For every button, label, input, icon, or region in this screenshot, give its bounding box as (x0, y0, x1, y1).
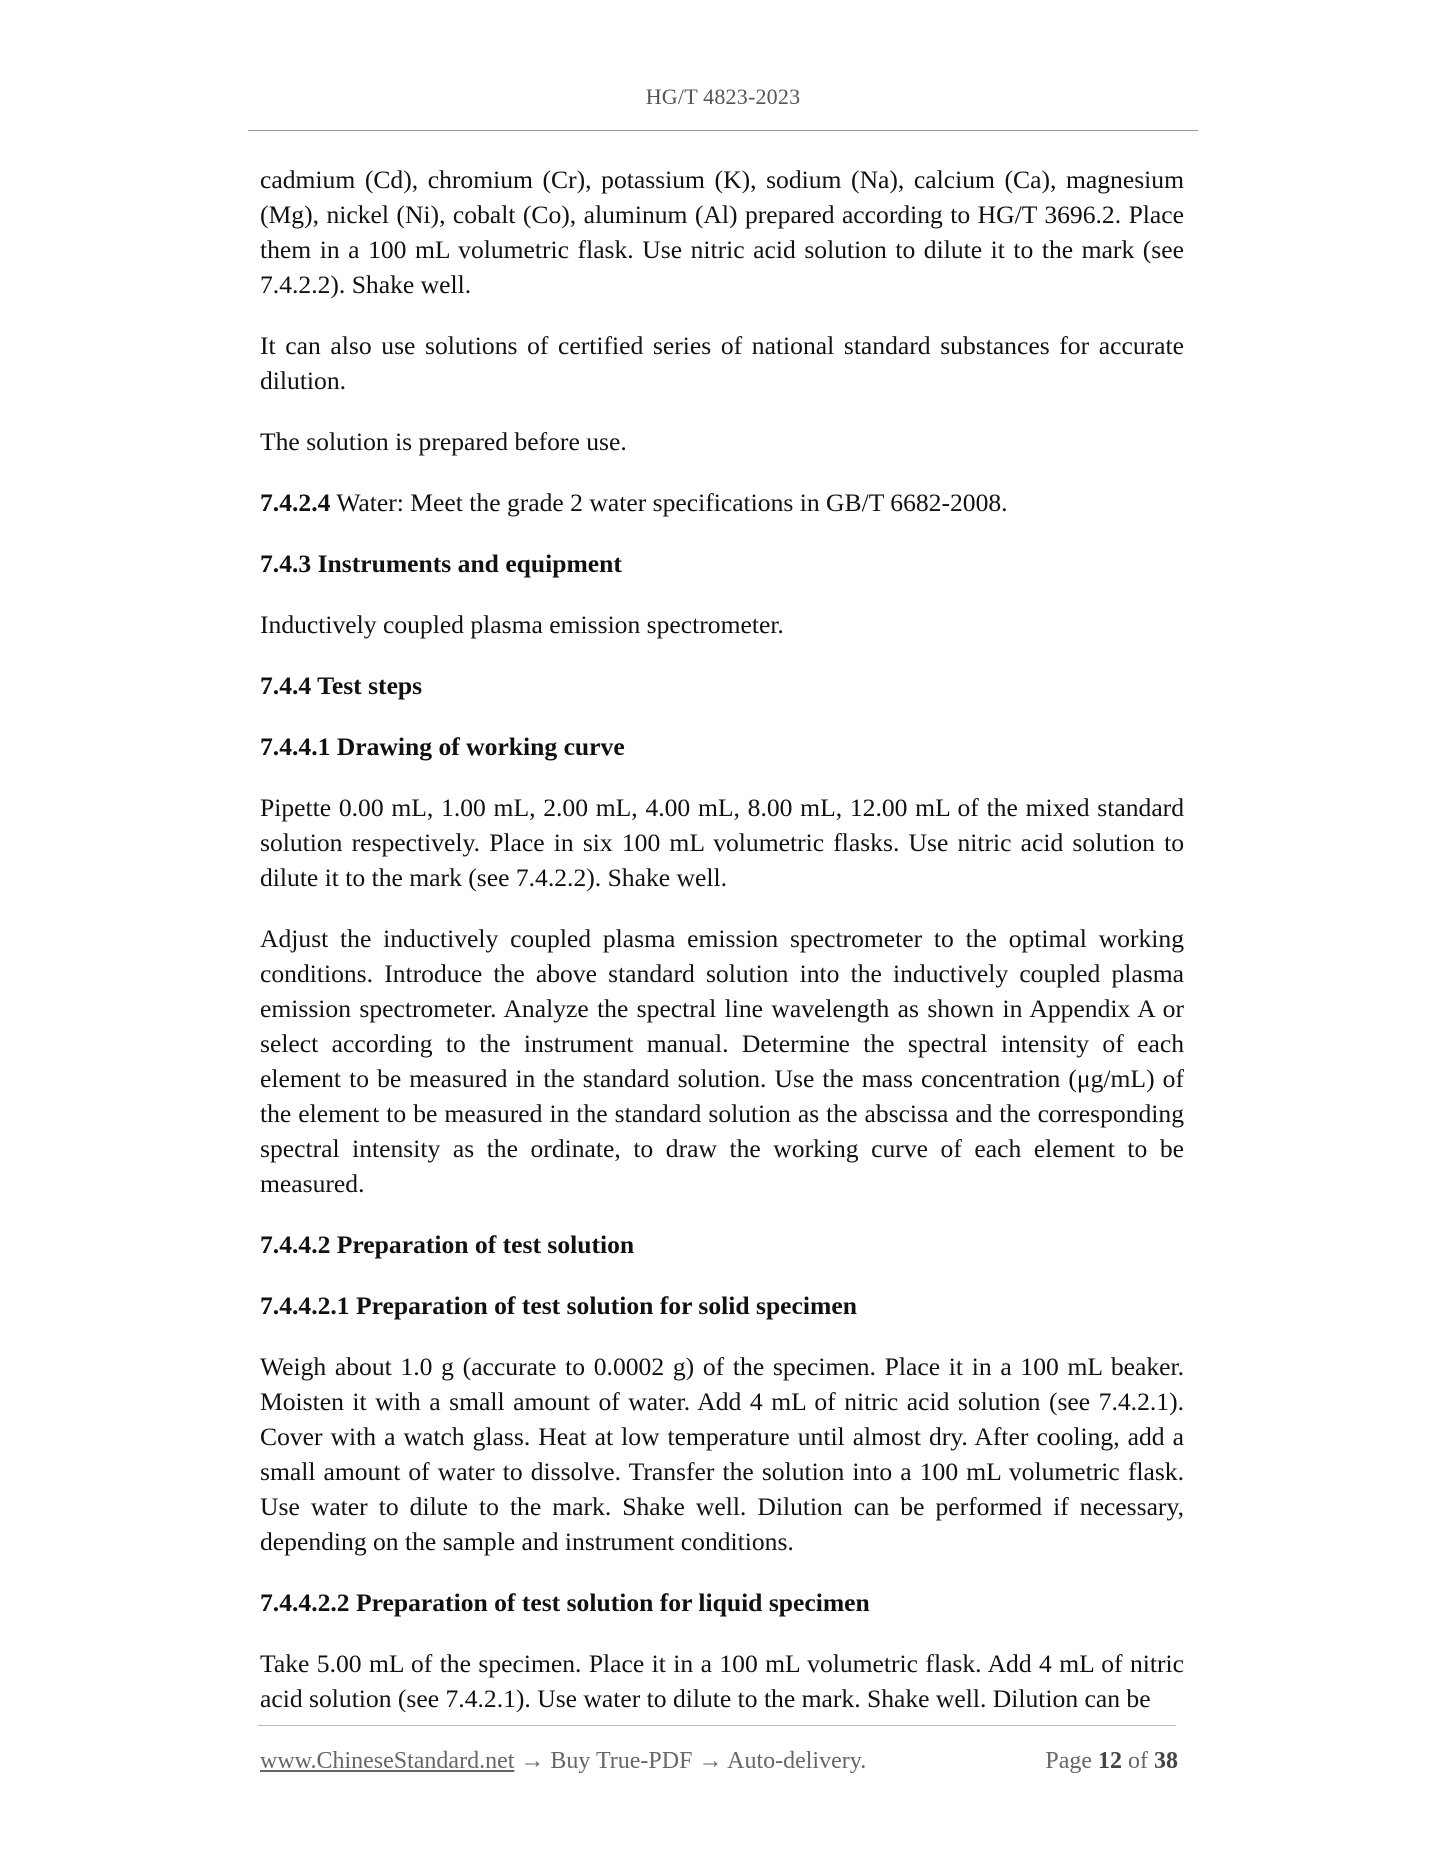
paragraph-spectrometer: Inductively coupled plasma emission spectrometer. (260, 610, 784, 639)
heading-instruments: 7.4.3 Instruments and equipment (260, 549, 622, 578)
heading-working-curve: 7.4.4.1 Drawing of working curve (260, 732, 625, 761)
heading-test-solution: 7.4.4.2 Preparation of test solution (260, 1230, 635, 1259)
paragraph-elements: cadmium (Cd), chromium (Cr), potassium (K), sodium (Na), calcium (Ca), magnesium (Mg), nickel (Ni), cobalt (Co), aluminum (Al) prepared according to HG/T 3696.2. Place them in a 100 mL volumetric flask. Use nitric acid solution to dilute it to the mark (see 7.4.2.2). Shake well. (260, 165, 1184, 299)
of-label: of (1122, 1748, 1154, 1774)
clause-number: 7.4.2.4 (260, 488, 331, 517)
paragraph-pipette: Pipette 0.00 mL, 1.00 mL, 2.00 mL, 4.00 mL, 8.00 mL, 12.00 mL of the mixed standard solution respectively. Place in six 100 mL volumetric flasks. Use nitric acid solution to dilute it to the mark (see 7.4.2.2). Shake well. (260, 793, 1184, 892)
page-label: Page (1045, 1748, 1098, 1774)
footer-promo (260, 1748, 866, 1775)
paragraph-certified-substances: It can also use solutions of certified series of national standard substances for accurate dilution. (260, 331, 1184, 395)
paragraph-liquid-procedure: Take 5.00 mL of the specimen. Place it in a 100 mL volumetric flask. Add 4 mL of nitric acid solution (see 7.4.2.1). Use water to dilute to the mark. Shake well. Dilution can be (260, 1649, 1184, 1713)
document-body (260, 162, 1184, 1716)
clause-text: Water: Meet the grade 2 water specifications in GB/T 6682-2008. (330, 488, 1008, 517)
paragraph-adjust-spectrometer: Adjust the inductively coupled plasma emission spectrometer to the optimal working conditions. Introduce the above standard solution into the inductively coupled plasma emission spectrometer. Analyze the spectral line wavelength as shown in Appendix A or select according to the instrument manual. Determine the spectral intensity of each element to be measured in the standard solution. Use the mass concentration (μg/mL) of the element to be measured in the standard solution as the abscissa and the corresponding spectral intensity as the ordinate, to draw the working curve of each element to be measured. (260, 924, 1184, 1198)
page-total: 38 (1154, 1748, 1178, 1774)
paragraph-water-spec (260, 485, 1184, 520)
heading-test-steps: 7.4.4 Test steps (260, 671, 423, 700)
page-indicator (1045, 1748, 1178, 1775)
footer-tagline: → Buy True-PDF → Auto-delivery. (514, 1748, 867, 1774)
running-header: HG/T 4823-2023 (645, 84, 801, 109)
heading-solid-specimen: 7.4.4.2.1 Preparation of test solution for solid specimen (260, 1291, 857, 1320)
footer-divider (258, 1725, 1176, 1726)
paragraph-prepared-before-use: The solution is prepared before use. (260, 427, 627, 456)
page-footer (260, 1748, 1178, 1778)
site-link[interactable]: www.ChineseStandard.net (260, 1748, 515, 1774)
heading-liquid-specimen: 7.4.4.2.2 Preparation of test solution for liquid specimen (260, 1588, 870, 1617)
paragraph-solid-procedure: Weigh about 1.0 g (accurate to 0.0002 g) of the specimen. Place it in a 100 mL beaker. Moisten it with a small amount of water. Add 4 mL of nitric acid solution (see 7.4.2.1). Cover with a watch glass. Heat at low temperature until almost dry. After cooling, add a small amount of water to dissolve. Transfer the solution into a 100 mL volumetric flask. Use water to dilute to the mark. Shake well. Dilution can be performed if necessary, depending on the sample and instrument conditions. (260, 1352, 1184, 1556)
page-number: 12 (1098, 1748, 1122, 1774)
header-divider (248, 130, 1198, 131)
